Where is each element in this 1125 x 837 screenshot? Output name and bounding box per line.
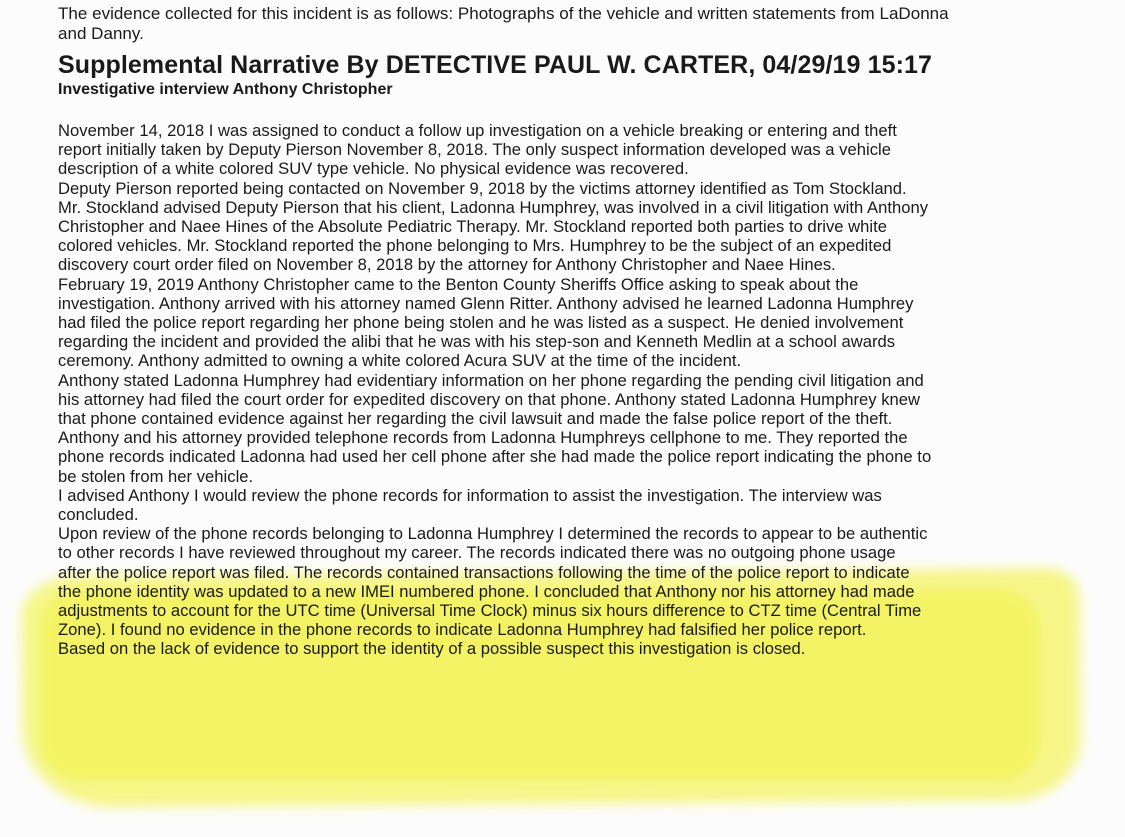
highlighted-line: to other records I have reviewed throughout my career. The records indicated there was no outgoing phone usage	[58, 543, 896, 563]
narrative-line: phone records indicated Ladonna had used her cell phone after she had made the police report indicating the phone to	[58, 447, 932, 467]
narrative-line: Mr. Stockland advised Deputy Pierson that his client, Ladonna Humphrey, was involved in a civil litigation with Anthony	[58, 197, 929, 217]
narrative-line: Anthony stated Ladonna Humphrey had evidentiary information on her phone regarding the pending civil litigation and	[58, 370, 924, 390]
highlighted-line: adjustments to account for the UTC time (Universal Time Clock) minus six hours difference to CTZ time (Central Time	[58, 601, 922, 621]
intro-line: and Danny.	[58, 24, 144, 43]
narrative-line: ceremony. Anthony admitted to owning a white colored Acura SUV at the time of the incident.	[58, 351, 742, 371]
narrative-line: Christopher and Naee Hines of the Absolute Pediatric Therapy. Mr. Stockland reported both parties to drive white	[58, 217, 887, 237]
highlighted-line: after the police report was filed. The records contained transactions following the time of the police report to indicate	[58, 562, 910, 582]
narrative-line: colored vehicles. Mr. Stockland reported the phone belonging to Mrs. Humphrey to be the subject of an expedited	[58, 236, 892, 256]
narrative-line: Deputy Pierson reported being contacted on November 9, 2018 by the victims attorney identified as Tom Stockland.	[58, 178, 907, 198]
narrative-line: regarding the incident and provided the alibi that he was with his step-son and Kenneth Medlin at a school awards	[58, 332, 896, 352]
narrative-line: February 19, 2019 Anthony Christopher came to the Benton County Sheriffs Office asking to speak about the	[58, 274, 859, 294]
narrative-line: concluded.	[58, 505, 139, 525]
highlighted-line: Upon review of the phone records belonging to Ladonna Humphrey I determined the records to appear to be authentic	[58, 524, 928, 544]
narrative-line: Anthony and his attorney provided telephone records from Ladonna Humphreys cellphone to me. They reported the	[58, 428, 908, 448]
document-content	[58, 4, 1103, 659]
narrative-line: that phone contained evidence against her regarding the civil lawsuit and made the false police report of the theft.	[58, 409, 893, 429]
intro-line: The evidence collected for this incident is as follows: Photographs of the vehicle and written statements from LaDonna	[58, 4, 949, 23]
narrative-line: be stolen from her vehicle.	[58, 466, 254, 486]
narrative-line: discovery court order filed on November 8, 2018 by the attorney for Anthony Christopher and Naee Hines.	[58, 255, 836, 275]
narrative-heading: Supplemental Narrative By DETECTIVE PAUL W. CARTER, 04/29/19 15:17	[58, 51, 933, 79]
highlighted-line: Zone). I found no evidence in the phone records to indicate Ladonna Humphrey had falsified her police report.	[58, 620, 867, 640]
narrative-line: report initially taken by Deputy Pierson November 8, 2018. The only suspect information developed was a vehicle	[58, 140, 891, 160]
narrative-line: November 14, 2018 I was assigned to conduct a follow up investigation on a vehicle breaking or entering and theft	[58, 121, 897, 140]
intro-paragraph	[58, 4, 1103, 44]
narrative-line: I advised Anthony I would review the phone records for information to assist the investigation. The interview was	[58, 485, 882, 505]
highlighted-line: Based on the lack of evidence to support the identity of a possible suspect this investigation is closed.	[58, 639, 806, 659]
narrative-line: his attorney had filed the court order for expedited discovery on that phone. Anthony stated Ladonna Humphrey knew	[58, 389, 921, 409]
narrative-body	[58, 121, 1103, 659]
highlighted-line: the phone identity was updated to a new IMEI numbered phone. I concluded that Anthony nor his attorney had made	[58, 581, 915, 601]
narrative-line: investigation. Anthony arrived with his attorney named Glenn Ritter. Anthony advised he learned Ladonna Humphrey	[58, 293, 914, 313]
narrative-line: had filed the police report regarding her phone being stolen and he was listed as a suspect. He denied involvement	[58, 313, 904, 333]
narrative-line: description of a white colored SUV type vehicle. No physical evidence was recovered.	[58, 159, 689, 179]
narrative-subheading: Investigative interview Anthony Christopher	[58, 81, 393, 98]
